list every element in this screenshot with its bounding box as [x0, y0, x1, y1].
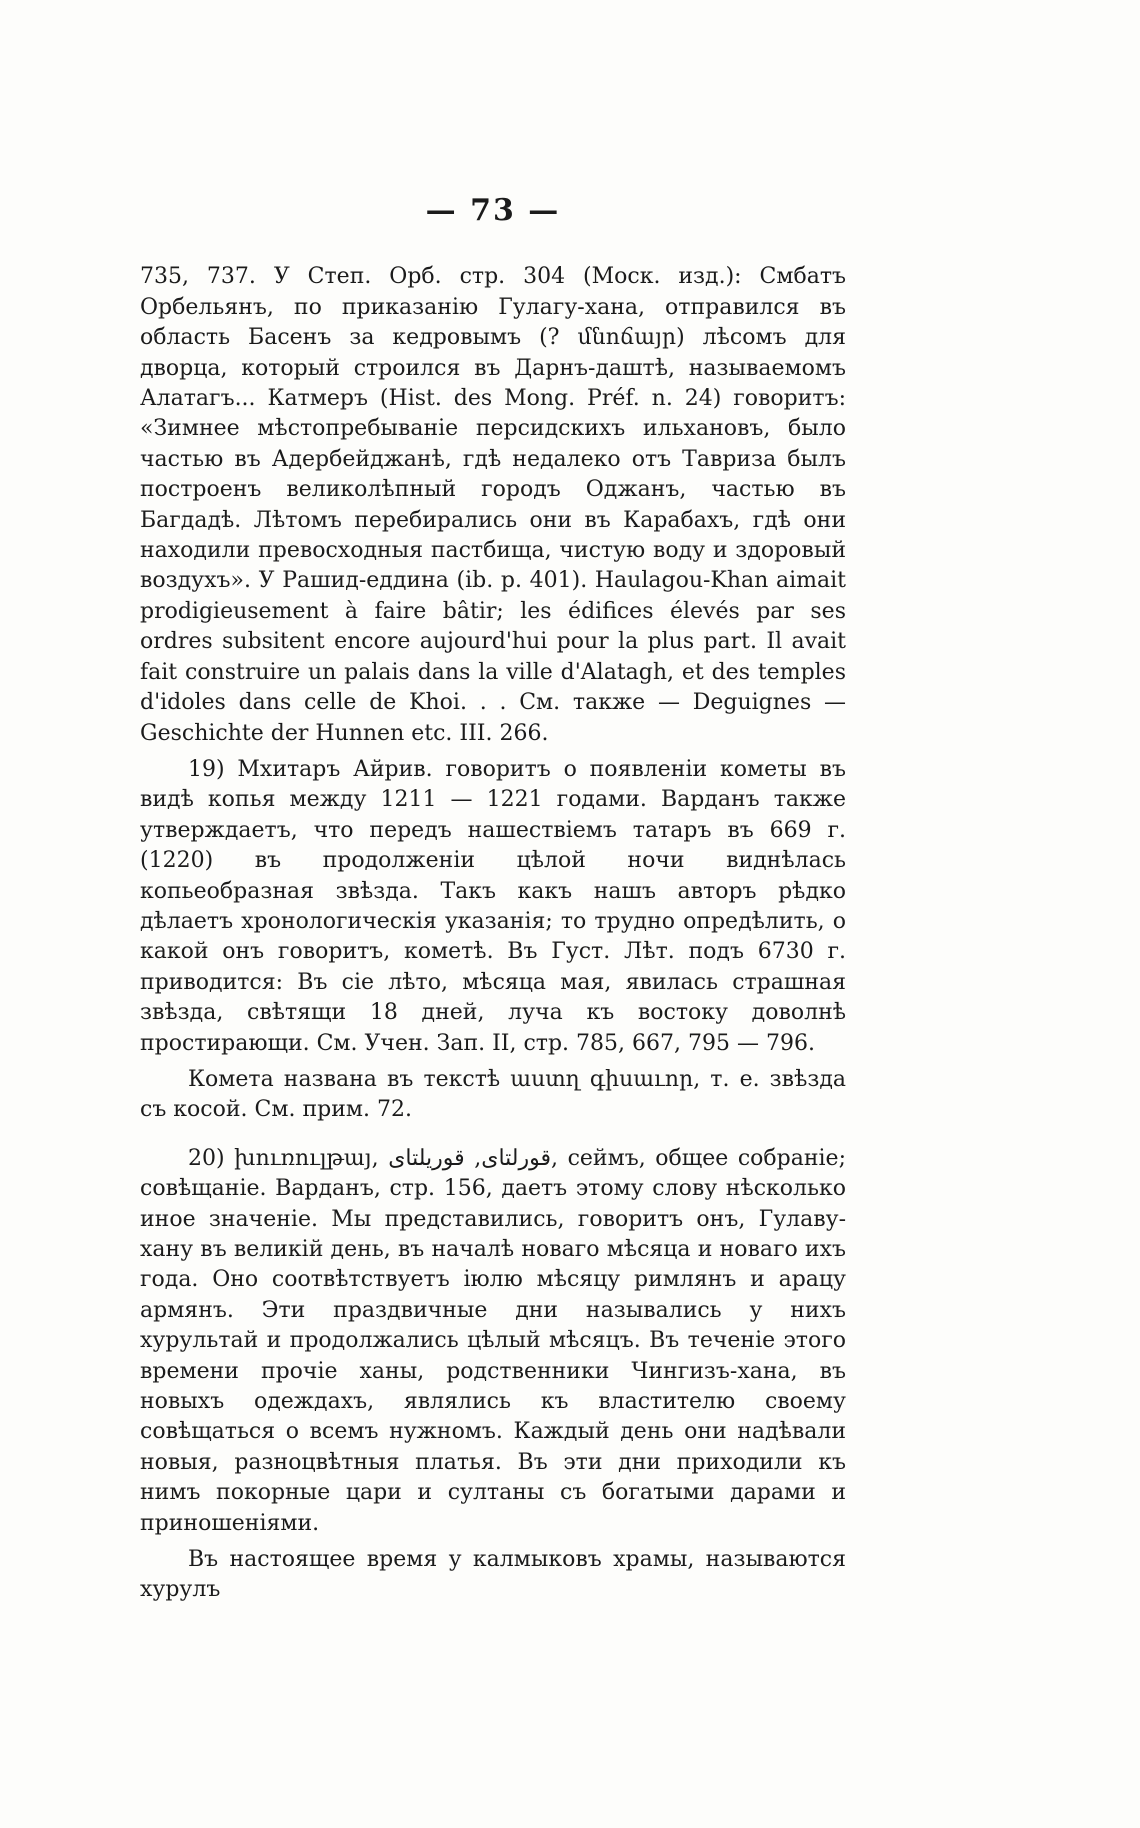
paragraph-text: 20) խուռուլթայ, قورلتاى, قوريلتاى, сеймъ, общее собраніе; совѣщаніе. Варданъ, стр. 156, даетъ этому слову нѣсколько иное значеніе. Мы представились, говоритъ онъ, Гулаву-хану въ великій день, въ началѣ новаго мѣсяца и новаго ихъ года. Оно соотвѣтствуетъ іюлю мѣсяцу римлянъ и арацу армянъ. Эти праздвичные дни назывались у нихъ хурультай и продолжались цѣлый мѣсяцъ. Въ теченіе этого времени прочіе ханы, родственники Чингизъ-хана, въ новыхъ одеждахъ, являлись къ властителю своему совѣщаться о всемъ нужномъ. Каждый день они надѣвали новыя, разноцвѣтныя платья. Въ эти дни приходили къ нимъ покорные цари и султаны съ богатыми дарами и приношеніями.: [140, 1145, 846, 1536]
paragraph-text: 735, 737. У Степ. Орб. стр. 304 (Моск. изд.): Смбатъ Орбельянъ, по приказанію Гулагу-хана, отправился въ область Басенъ за кедровымъ (? մնոճայր) лѣсомъ для дворца, который строился въ Дарнъ-даштѣ, называемомъ Алатагъ... Катмеръ (Hist. des Mong. Préf. n. 24) говоритъ: «Зимнее мѣстопребываніе персидскихъ ильхановъ, было частью въ Адербейджанѣ, гдѣ недалеко отъ Тавриза былъ построенъ великолѣпный городъ Оджанъ, частью въ Багдадѣ. Лѣтомъ перебирались они въ Карабахъ, гдѣ они находили превосходныя пастбища, чистую воду и здоровый воздухъ». У Рашид-еддина (ib. p. 401). Haulagou-Khan aimait prodigieusement à faire bâtir; les édifices élevés par ses ordres subsitent encore aujourd'hui pour la plus part. Il avait fait construire un palais dans la ville d'Alatagh, et des temples d'idoles dans celle de Khoi. . . См. также — Deguignes — Geschichte der Hunnen etc. III. 266.: [140, 264, 846, 746]
paragraph-continued: [140, 262, 846, 749]
paragraph-text: 19) Мхитаръ Айрив. говоритъ о появленіи кометы въ видѣ копья между 1211 — 1221 годами. Варданъ также утверждаетъ, что передъ нашествіемъ татаръ въ 669 г. (1220) въ продолженіи цѣлой ночи виднѣлась копьеобразная звѣзда. Такъ какъ нашъ авторъ рѣдко дѣлаетъ хронологическія указанія; то трудно опредѣлить, о какой онъ говоритъ, кометѣ. Въ Густ. Лѣт. подъ 6730 г. приводится: Въ сіе лѣто, мѣсяца мая, явилась страшная звѣзда, свѣтящи 18 дней, луча къ востоку доволнѣ простирающи. См. Учен. Зап. II, стр. 785, 667, 795 — 796.: [140, 756, 846, 1056]
page-body: [140, 193, 846, 1606]
note-20: [140, 1144, 846, 1539]
page-number: — 73 —: [425, 193, 561, 228]
note-19: [140, 755, 846, 1059]
paragraph-text: Въ настоящее время у калмыковъ храмы, называются хурулъ: [140, 1547, 846, 1603]
note-20-continued: [140, 1545, 846, 1606]
note-19-comet-term: [140, 1065, 846, 1126]
paragraph-text: Комета названа въ текстѣ աստղ գիսաւոր, т. е. звѣзда съ косой. См. прим. 72.: [140, 1066, 846, 1123]
